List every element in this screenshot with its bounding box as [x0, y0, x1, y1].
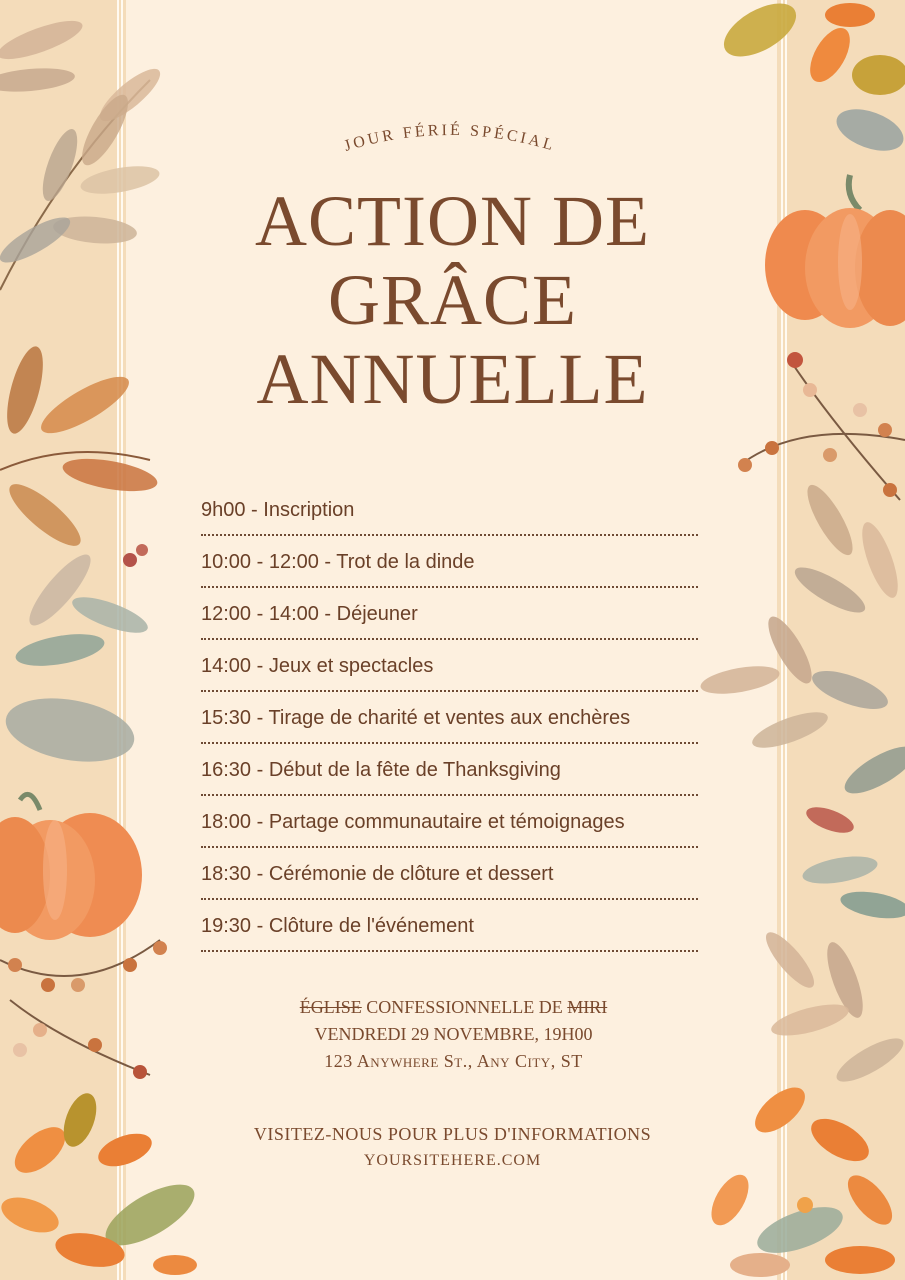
sage-leaf-branch	[1, 544, 152, 771]
schedule-item: 18:30 - Cérémonie de clôture et dessert	[201, 850, 698, 900]
schedule-item: 18:00 - Partage communautaire et témoignages	[201, 798, 698, 848]
schedule-list	[201, 486, 698, 952]
left-foliage-decoration	[0, 0, 200, 1280]
leaf-branch	[0, 13, 167, 290]
pumpkin-icon	[765, 175, 905, 328]
autumn-leaf-cluster	[704, 1079, 900, 1277]
berry-branch	[0, 940, 167, 1079]
footer	[200, 1120, 705, 1174]
subtitle-text: JOUR FÉRIÉ SPÉCIAL	[342, 121, 558, 155]
call-to-action: VISITEZ-NOUS POUR PLUS D'INFORMATIONS	[253, 1124, 652, 1144]
title-line: GRÂCE	[327, 260, 578, 340]
church-name	[226, 994, 681, 1021]
berry-branch	[738, 352, 905, 500]
leaf-branch	[700, 479, 905, 802]
event-datetime: VENDREDI 29 NOVEMBRE, 19H00	[314, 1024, 593, 1044]
schedule-item: 16:30 - Début de la fête de Thanksgiving	[201, 746, 698, 796]
title-line: ACTION DE	[255, 181, 650, 261]
schedule-item: 10:00 - 12:00 - Trot de la dinde	[201, 538, 698, 588]
autumn-leaf-cluster	[715, 0, 905, 159]
right-foliage-decoration	[700, 0, 905, 1280]
schedule-item: 19:30 - Clôture de l'événement	[201, 902, 698, 952]
schedule-item: 15:30 - Tirage de charité et ventes aux enchères	[201, 694, 698, 744]
subtitle-arc	[300, 100, 600, 180]
website-link[interactable]: YOURSITEHERE.COM	[363, 1152, 542, 1169]
church-name-prefix: ÉGLISE	[299, 997, 362, 1017]
event-address: 123 Anywhere St., Any City, ST	[324, 1051, 583, 1071]
schedule-item: 12:00 - 14:00 - Déjeuner	[201, 590, 698, 640]
venue-info	[226, 994, 681, 1075]
church-name-middle: CONFESSIONNELLE DE	[361, 997, 568, 1017]
pumpkin-icon	[0, 794, 142, 940]
page-title	[200, 182, 705, 419]
title-line: ANNUELLE	[256, 339, 649, 419]
sage-leaf-branch	[759, 802, 905, 1089]
schedule-item: 14:00 - Jeux et spectacles	[201, 642, 698, 692]
autumn-leaf-cluster	[0, 1089, 200, 1275]
schedule-item: 9h00 - Inscription	[201, 486, 698, 536]
autumn-leaf-branch	[0, 343, 160, 555]
church-name-suffix: MIRI	[567, 997, 608, 1017]
